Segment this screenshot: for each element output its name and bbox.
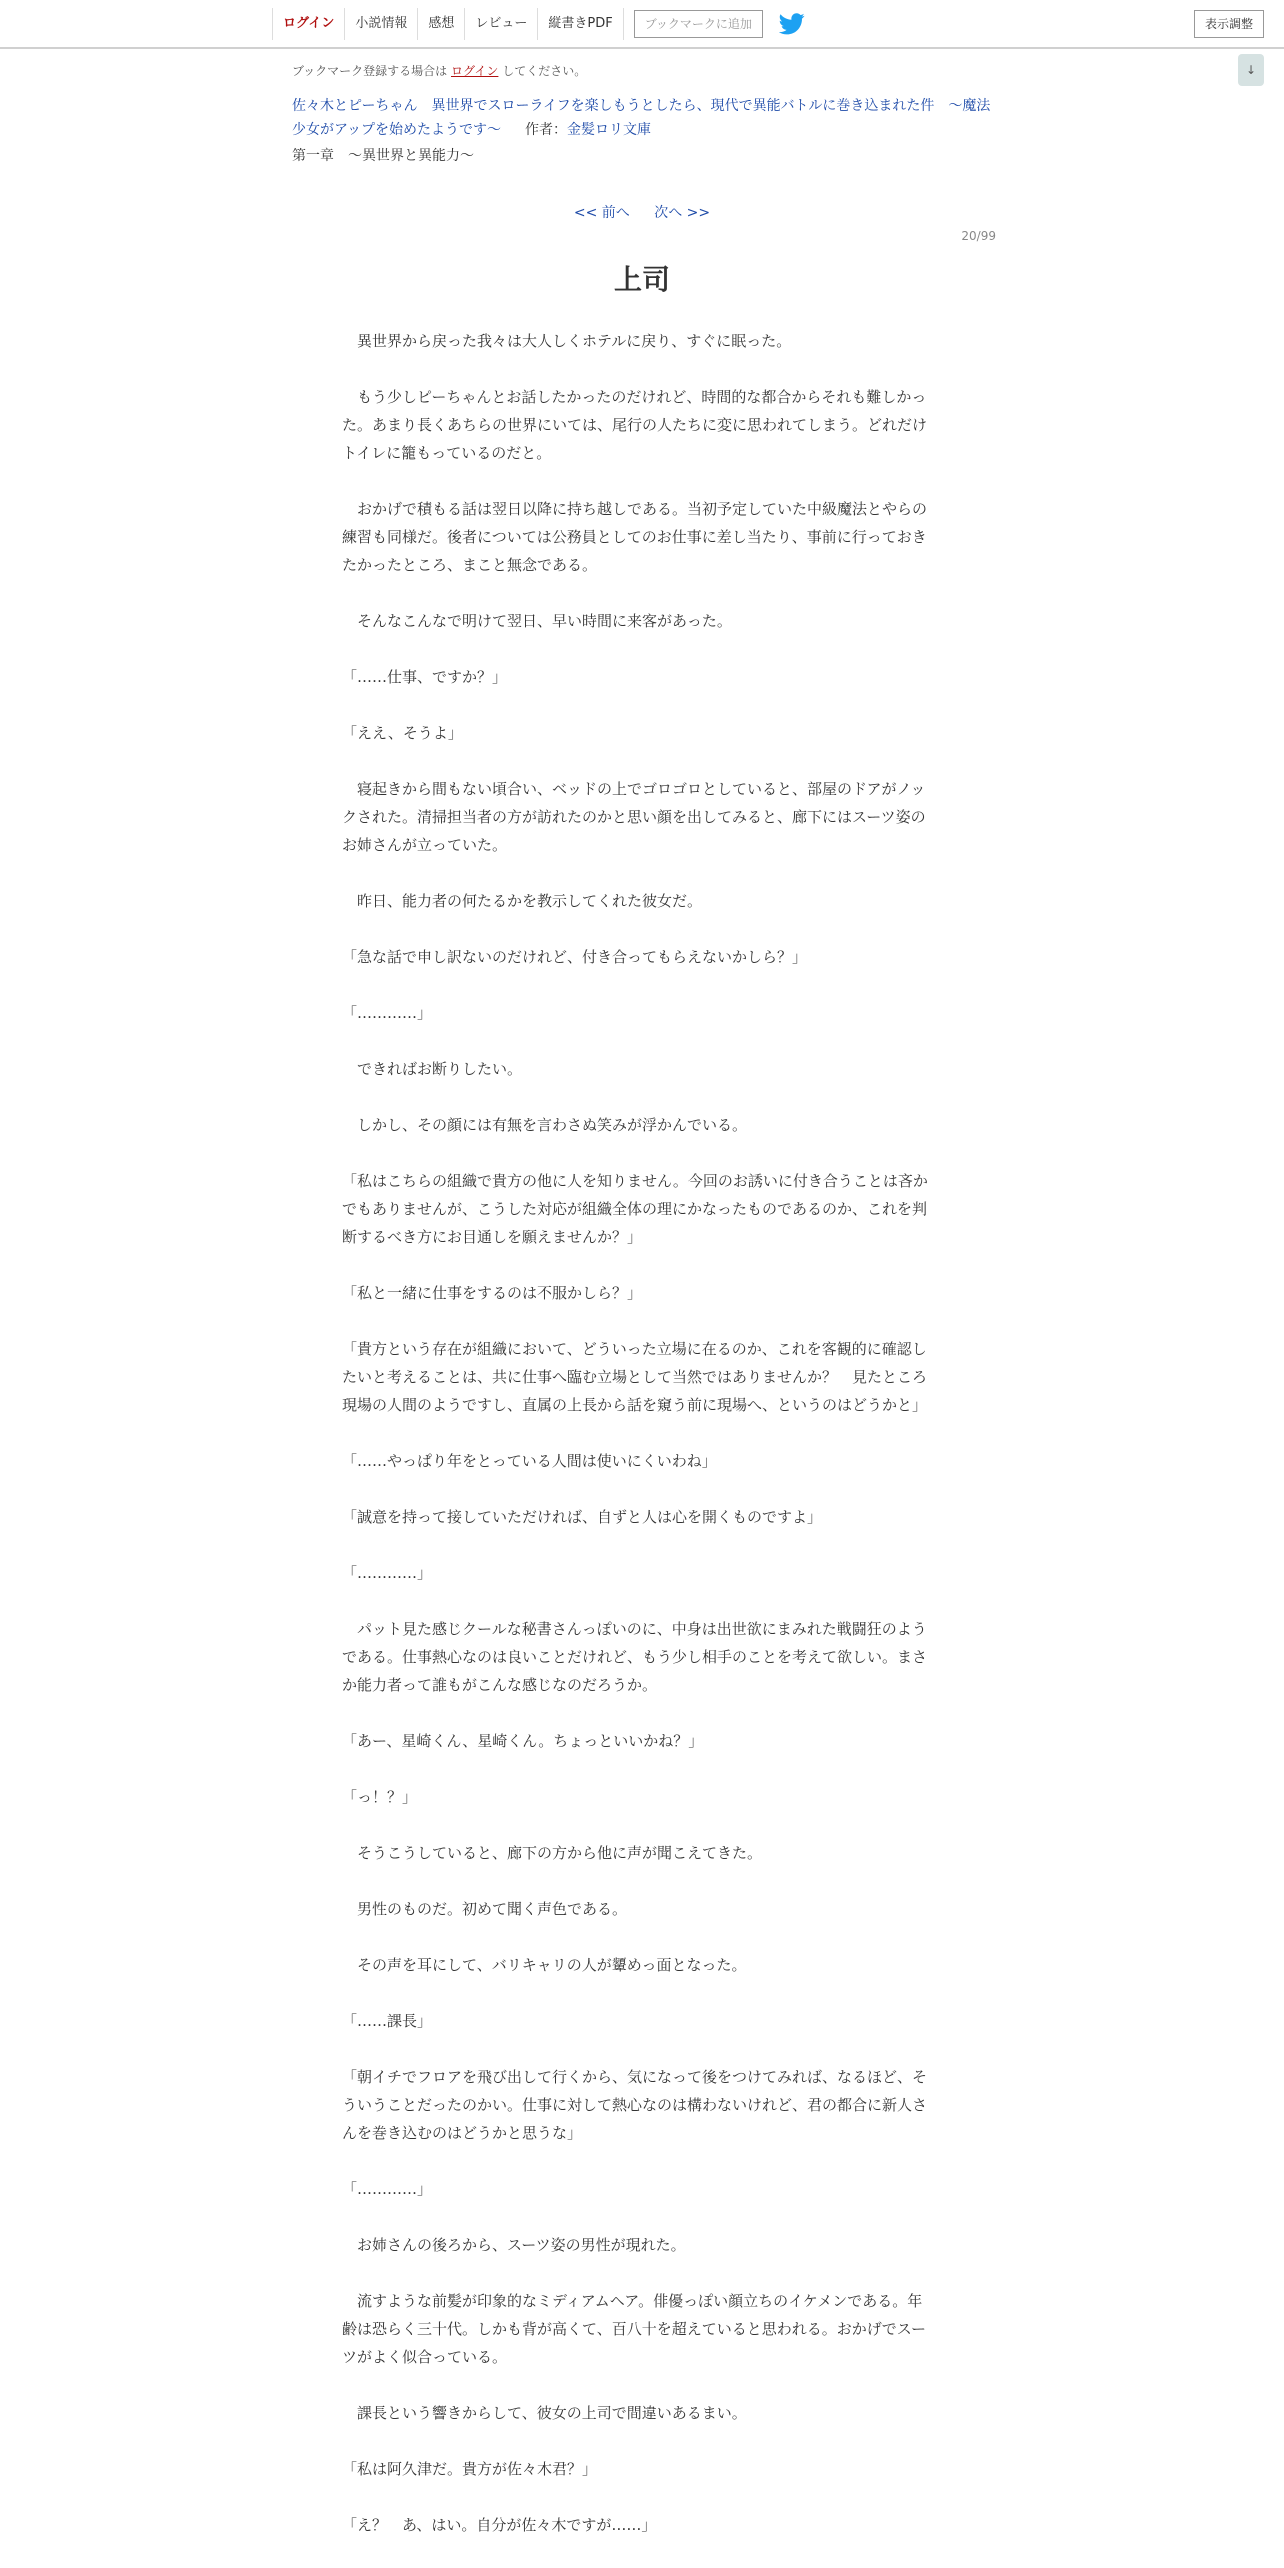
bookmark-add-button[interactable]: ブックマークに追加 xyxy=(634,10,763,38)
novel-paragraph: 「急な話で申し訳ないのだけれど、付き合ってもらえないかしら？」 xyxy=(342,948,808,966)
novel-paragraph: そうこうしていると、廊下の方から他に声が聞こえてきた。 xyxy=(342,1844,763,1862)
novel-paragraph: その声を耳にして、バリキャリの人が顰めっ面となった。 xyxy=(342,1956,747,1974)
novel-paragraph: 「……課長」 xyxy=(342,2012,433,2030)
novel-paragraph: 「私はこちらの組織で貴方の他に人を知りません。今回のお誘いに付き合うことは吝かでもありませんが、こうした対応が組織全体の理にかなったものであるのか、これを判断するべき方にお目通しを願えませんか？」 xyxy=(342,1172,928,1246)
nav-novel-info-link[interactable]: 小説情報 xyxy=(345,8,418,40)
novel-paragraph: 昨日、能力者の何たるかを教示してくれた彼女だ。 xyxy=(342,892,703,910)
novel-paragraph: 「ええ、そうよ」 xyxy=(342,724,463,742)
novel-paragraph: お姉さんの後ろから、スーツ姿の男性が現れた。 xyxy=(342,2236,686,2254)
novel-paragraph: パット見た感じクールな秘書さんっぽいのに、中身は出世欲にまみれた戦闘狂のようである。仕事熱心なのは良いことだけれど、もう少し相手のことを考えて欲しい。まさか能力者って誰もがこんな感じなのだろうか。 xyxy=(342,1620,928,1694)
bookmark-notice xyxy=(292,62,586,79)
nav-vertical-pdf-link[interactable]: 縦書きPDF xyxy=(538,8,623,40)
episode-title: 上司 xyxy=(613,263,670,296)
top-nav-bar xyxy=(0,0,1284,49)
nav-impressions-link[interactable]: 感想 xyxy=(418,8,465,40)
novel-paragraph: おかげで積もる話は翌日以降に持ち越しである。当初予定していた中級魔法とやらの練習も同様だ。後者については公務員としてのお仕事に差し当たり、事前に行っておきたかったところ、まこと無念である。 xyxy=(342,500,928,574)
novel-paragraph: 「朝イチでフロアを飛び出して行くから、気になって後をつけてみれば、なるほど、そういうことだったのかい。仕事に対して熱心なのは構わないけれど、君の都合に新人さんを巻き込むのはどうかと思うな」 xyxy=(342,2068,928,2142)
novel-paragraph: 「え？ あ、はい。自分が佐々木ですが……」 xyxy=(342,2516,657,2534)
novel-paragraph: 寝起きから間もない頃合い、ベッドの上でゴロゴロとしていると、部屋のドアがノックされた。清掃担当者の方が訪れたのかと思い顔を出してみると、廊下にはスーツ姿のお姉さんが立っていた。 xyxy=(342,780,926,854)
next-page-link[interactable]: 次へ >> xyxy=(654,205,711,221)
novel-paragraph: もう少しピーちゃんとお話したかったのだけれど、時間的な都合からそれも難しかった。あまり長くあちらの世界にいては、尾行の人たちに変に思われてしまう。どれだけトイレに籠もっているのだと。 xyxy=(342,388,928,462)
scroll-down-button[interactable]: ↓ xyxy=(1238,54,1264,86)
novel-paragraph: 「誠意を持って接していただければ、自ずと人は心を開くものですよ」 xyxy=(342,1508,823,1526)
novel-body xyxy=(342,327,936,2567)
novel-paragraph: そんなこんなで明けて翌日、早い時間に来客があった。 xyxy=(342,612,732,630)
author-name-link[interactable]: 金髪ロリ文庫 xyxy=(567,122,652,138)
nav-review-link[interactable]: レビュー xyxy=(465,8,538,40)
novel-info xyxy=(292,94,1002,142)
novel-paragraph: 流すような前髪が印象的なミディアムヘア。俳優っぽい顔立ちのイケメンである。年齢は恐らく三十代。しかも背が高くて、百八十を超えていると思われる。おかげでスーツがよく似合っている。 xyxy=(342,2292,926,2366)
novel-paragraph: しかし、その顔には有無を言わさぬ笑みが浮かんでいる。 xyxy=(342,1116,748,1134)
pager xyxy=(0,202,1284,222)
series-title-link[interactable]: 佐々木とピーちゃん 異世界でスローライフを楽しもうとしたら、現代で異能バトルに巻き込まれた件 ～魔法少女がアップを始めたようです～ xyxy=(292,98,991,138)
novel-paragraph: 「……仕事、ですか？」 xyxy=(342,668,508,686)
author-label: 作者： xyxy=(525,122,568,138)
novel-paragraph: 「……やっぱり年をとっている人間は使いにくいわね」 xyxy=(342,1452,717,1470)
novel-paragraph: 課長という響きからして、彼女の上司で間違いあるまい。 xyxy=(342,2404,747,2422)
novel-paragraph: 「貴方という存在が組織において、どういった立場に在るのか、これを客観的に確認したいと考えることは、共に仕事へ臨む立場として当然ではありませんか？ 見たところ現場の人間のようですし、直属の上長から話を窺う前に現場へ、というのはどうかと」 xyxy=(342,1340,928,1414)
novel-paragraph: できればお断りしたい。 xyxy=(342,1060,523,1078)
prev-page-link[interactable]: << 前へ xyxy=(573,205,630,221)
novel-paragraph: 「あー、星崎くん、星崎くん。ちょっといいかね？」 xyxy=(342,1732,704,1750)
nav-login-link[interactable]: ログイン xyxy=(273,8,345,40)
twitter-bird-icon[interactable] xyxy=(779,13,805,35)
novel-paragraph: 男性のものだ。初めて聞く声色である。 xyxy=(342,1900,628,1918)
novel-paragraph: 「私は阿久津だ。貴方が佐々木君？」 xyxy=(342,2460,598,2478)
bookmark-notice-suffix: してください。 xyxy=(502,64,587,78)
novel-paragraph: 異世界から戻った我々は大人しくホテルに戻り、すぐに眠った。 xyxy=(342,332,792,350)
bookmark-notice-prefix: ブックマーク登録する場合は xyxy=(292,64,448,78)
novel-paragraph: 「…………」 xyxy=(342,2180,433,2198)
novel-paragraph: 「…………」 xyxy=(342,1564,433,1582)
chapter-title: 第一章 ～異世界と異能力～ xyxy=(292,148,474,164)
page-count: 20/99 xyxy=(961,229,996,243)
novel-paragraph: 「私と一緒に仕事をするのは不服かしら？」 xyxy=(342,1284,643,1302)
novel-paragraph: 「っ！？」 xyxy=(342,1788,418,1806)
display-settings-button[interactable]: 表示調整 xyxy=(1194,10,1264,38)
novel-paragraph: 「…………」 xyxy=(342,1004,433,1022)
notice-login-link[interactable]: ログイン xyxy=(451,64,499,78)
nav-menu xyxy=(272,8,805,40)
